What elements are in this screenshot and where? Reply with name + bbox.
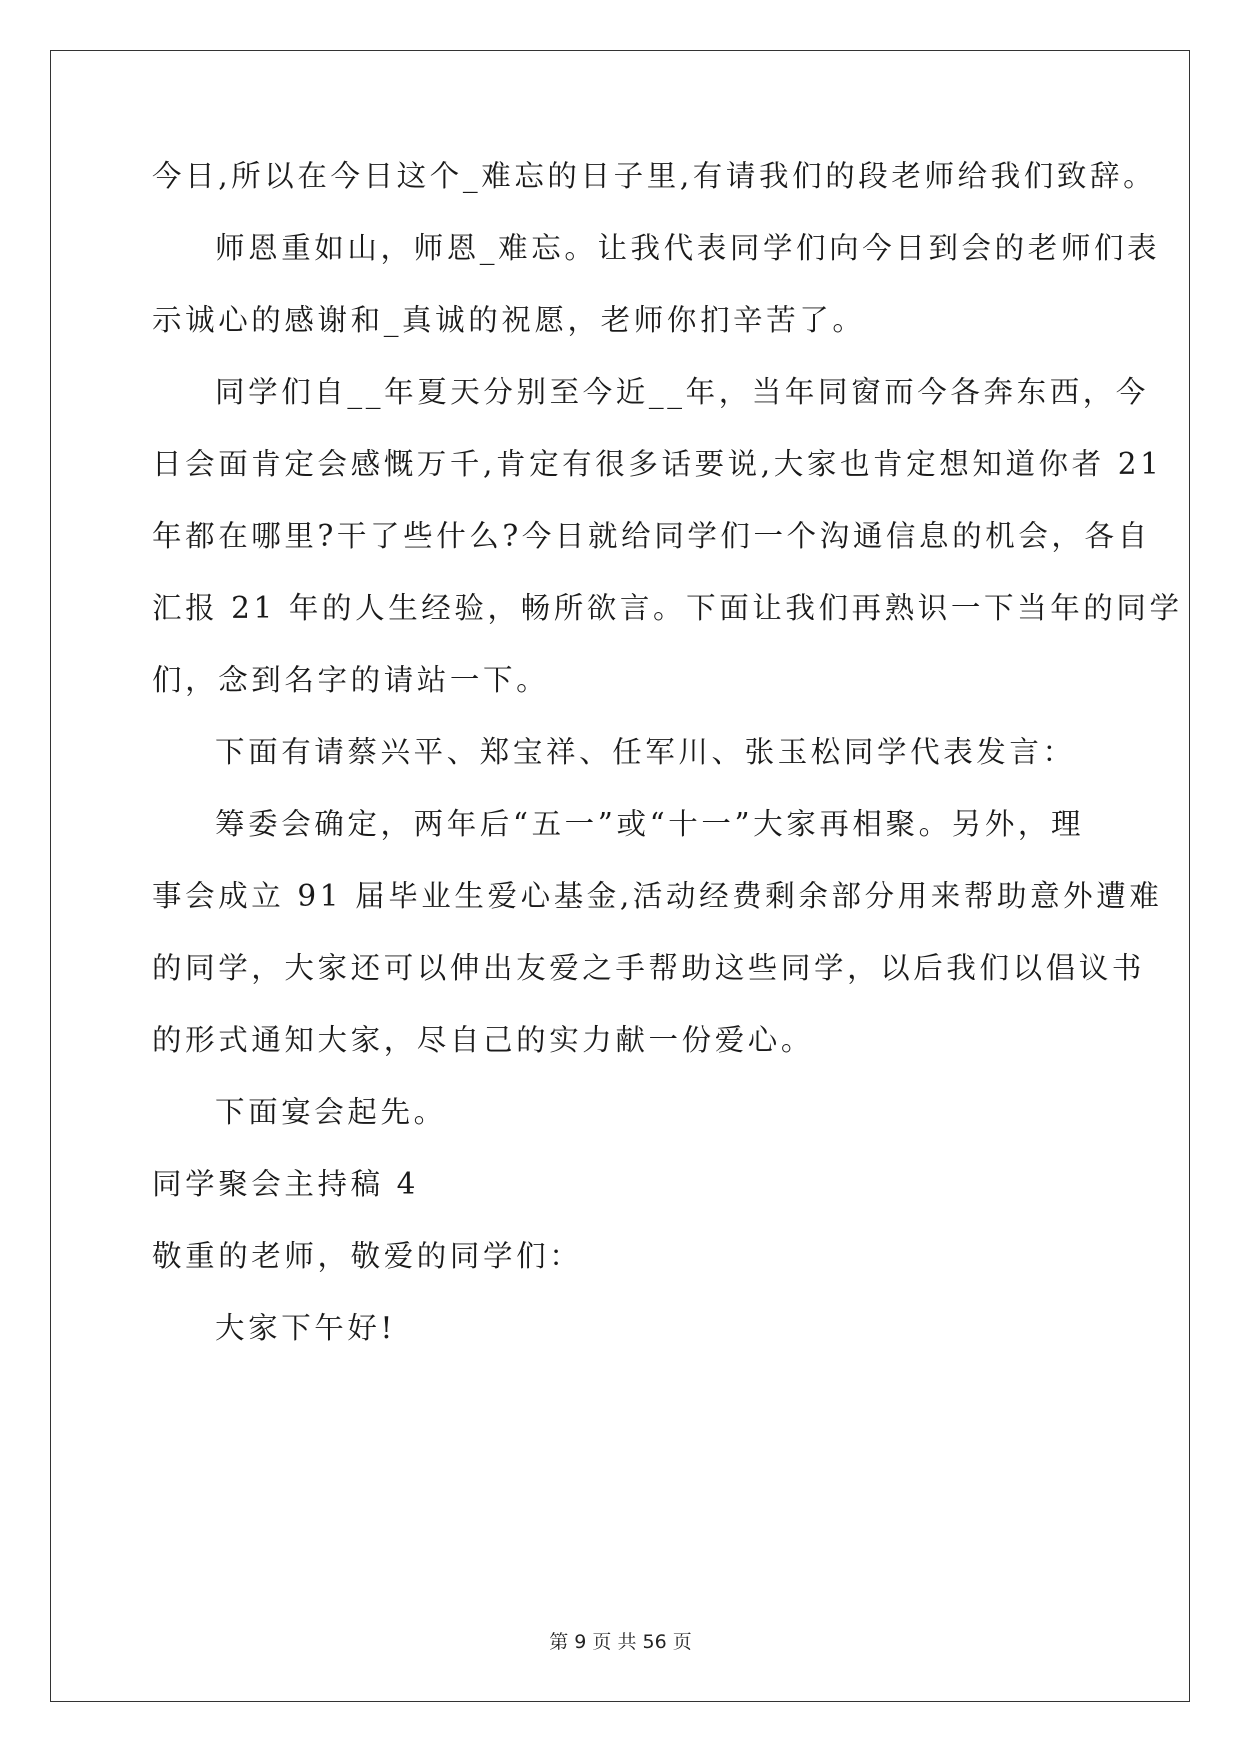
text-line: 年都在哪里?干了些什么?今日就给同学们一个沟通信息的机会，各自 <box>152 519 1151 553</box>
text-line: 同学们自__年夏天分别至今近__年，当年同窗而今各奔东西，今 <box>215 375 1150 409</box>
text-line: 下面有请蔡兴平、郑宝祥、任军川、张玉松同学代表发言： <box>215 735 1076 769</box>
page-border <box>50 50 1190 1702</box>
text-line: 师恩重如山，师恩_难忘。让我代表同学们向今日到会的老师们表 <box>215 231 1161 265</box>
page-number: 第 9 页 共 56 页 <box>549 1631 692 1653</box>
text-line: 的形式通知大家，尽自己的实力献一份爱心。 <box>152 1023 815 1057</box>
text-line: 事会成立 91 届毕业生爱心基金,活动经费剩余部分用来帮助意外遭难 <box>152 879 1163 913</box>
section-heading: 同学聚会主持稿 4 <box>152 1167 420 1201</box>
text-line: 的同学，大家还可以伸出友爱之手帮助这些同学，以后我们以倡议书 <box>152 951 1146 985</box>
text-line: 日会面肯定会感慨万千,肯定有很多话要说,大家也肯定想知道你者 21 <box>152 447 1163 481</box>
text-line: 们，念到名字的请站一下。 <box>152 663 550 697</box>
text-line: 汇报 21 年的人生经验，畅所欲言。下面让我们再熟识一下当年的同学 <box>152 591 1183 625</box>
text-line: 今日,所以在今日这个_难忘的日子里,有请我们的段老师给我们致辞。 <box>152 159 1157 193</box>
text-line: 下面宴会起先。 <box>215 1095 447 1129</box>
text-line: 示诚心的感谢和_真诚的祝愿，老师你扪辛苦了。 <box>152 303 866 337</box>
text-line: 筹委会确定，两年后“五一”或“十一”大家再相聚。另外，理 <box>215 807 1085 841</box>
text-line: 敬重的老师，敬爱的同学们： <box>152 1239 583 1273</box>
text-line: 大家下午好! <box>215 1311 396 1345</box>
